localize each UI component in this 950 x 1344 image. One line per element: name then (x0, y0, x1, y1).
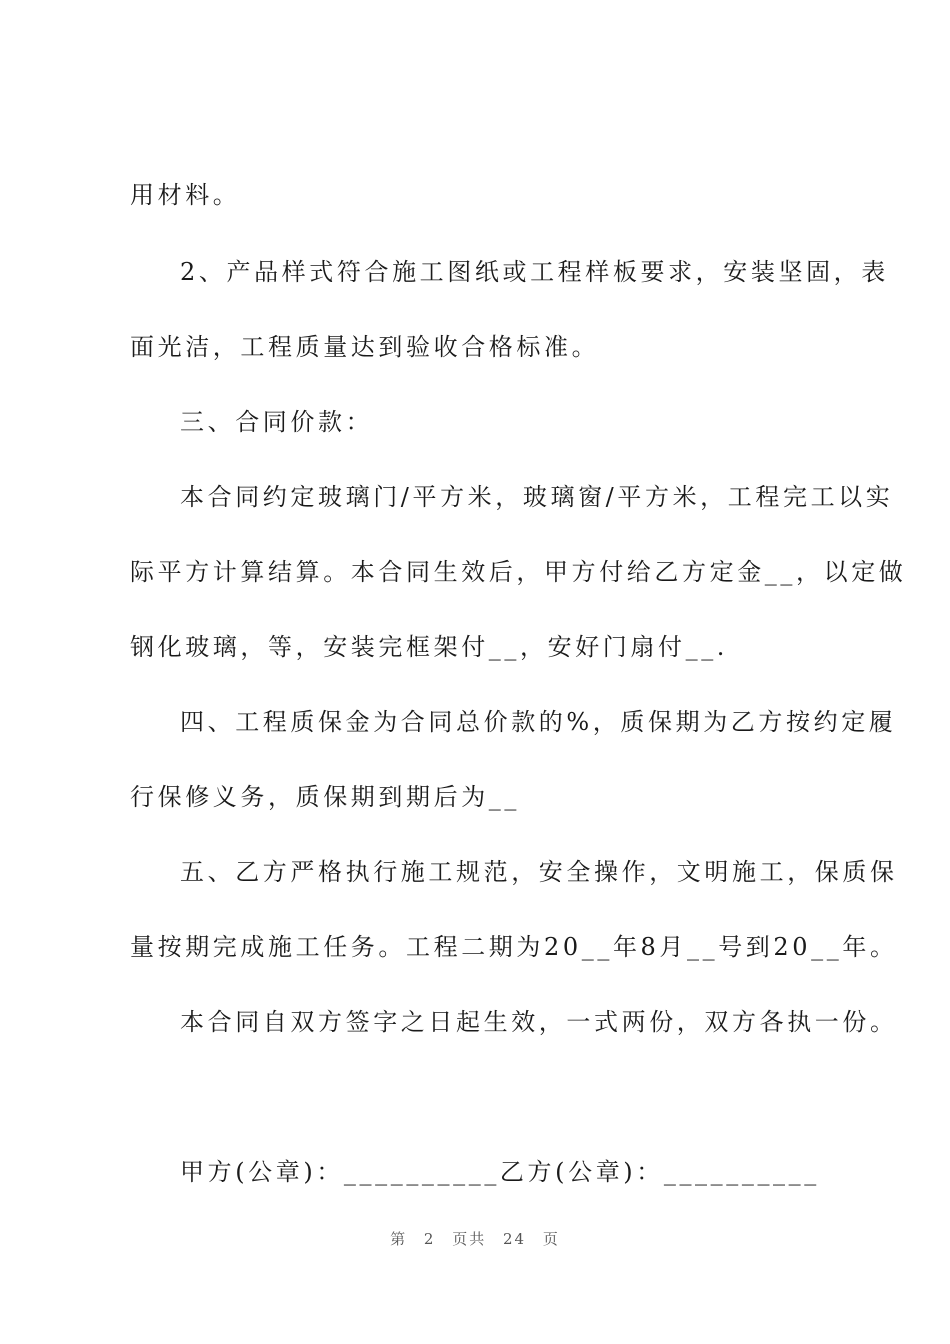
paragraph-line: 量按期完成施工任务。工程二期为20__年8月__号到20__年。 (130, 933, 898, 961)
footer-prefix: 第 (390, 1230, 408, 1248)
section-heading: 三、合同价款： (180, 408, 374, 436)
paragraph-line: 际平方计算结算。本合同生效后，甲方付给乙方定金__，以定做 (130, 558, 907, 586)
paragraph-line: 钢化玻璃，等，安装完框架付__，安好门扇付__. (130, 633, 729, 661)
footer-total-pages: 24 (503, 1230, 527, 1248)
paragraph-line: 本合同自双方签字之日起生效，一式两份，双方各执一份。 (180, 1008, 898, 1036)
page-footer (0, 1228, 950, 1249)
footer-suffix: 页 (542, 1230, 560, 1248)
paragraph-line: 五、乙方严格执行施工规范，安全操作，文明施工，保质保 (180, 858, 898, 886)
paragraph-line: 2、产品样式符合施工图纸或工程样板要求，安装坚固，表 (180, 258, 889, 286)
paragraph-line: 本合同约定玻璃门/平方米，玻璃窗/平方米，工程完工以实 (180, 483, 894, 511)
footer-middle: 页共 (452, 1230, 487, 1248)
paragraph-line: 用材料。 (130, 181, 241, 209)
paragraph-line: 面光洁，工程质量达到验收合格标准。 (130, 333, 600, 361)
signature-line: 甲方(公章)：__________乙方(公章)：__________ (180, 1158, 820, 1186)
footer-page-number: 2 (423, 1230, 436, 1248)
paragraph-line: 四、工程质保金为合同总价款的%，质保期为乙方按约定履 (180, 708, 897, 736)
paragraph-line: 行保修义务，质保期到期后为__ (130, 783, 520, 811)
